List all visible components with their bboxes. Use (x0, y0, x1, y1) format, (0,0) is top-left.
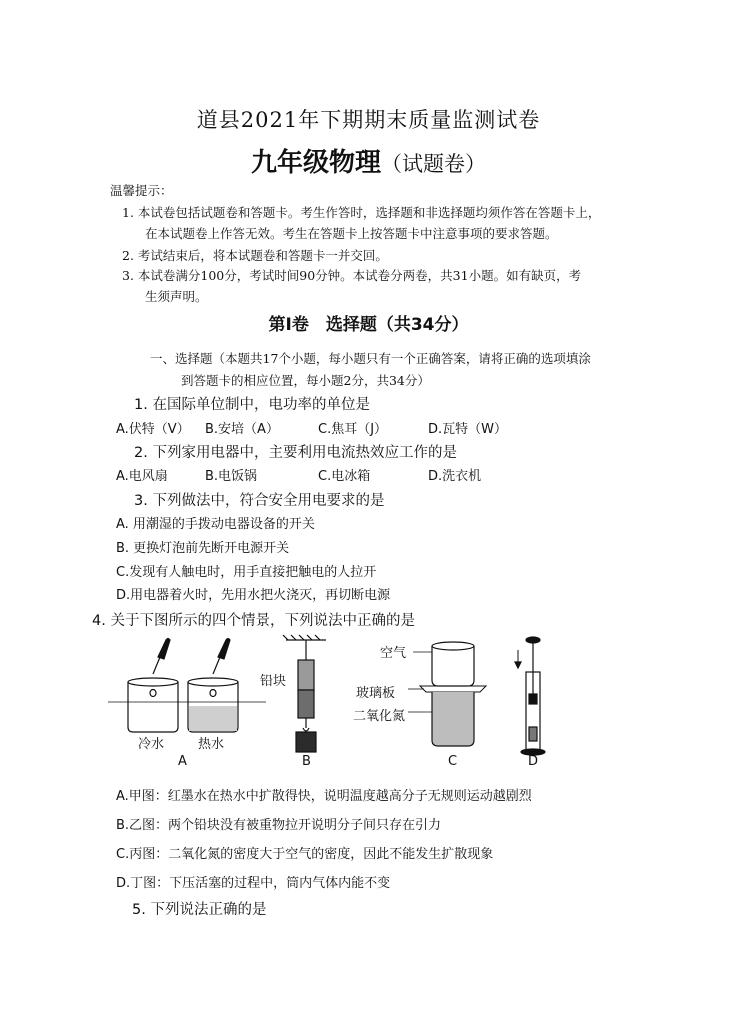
question-1-option-b: B.安培（A） (205, 422, 279, 437)
panel-label-c: C (448, 754, 458, 769)
subject-note: （试题卷） (381, 152, 486, 176)
section-title: 第Ⅰ卷 选择题（共34分） (268, 315, 469, 335)
question-4-option-b: B.乙图：两个铅块没有被重物拉开说明分子间只存在引力 (116, 818, 442, 833)
panel-label-a: A (178, 754, 187, 769)
notice-item-1: 1. 本试卷包括试题卷和答题卡。考生作答时，选择题和非选择题均须作答在答题卡上， (122, 205, 601, 220)
question-1-option-d: D.瓦特（W） (428, 422, 507, 437)
question-1-option-c: C.焦耳（J） (318, 422, 388, 437)
label-lead-block: 铅块 (260, 674, 287, 689)
panel-label-d: D (528, 754, 539, 769)
panel-label-b: B (302, 754, 311, 769)
section-intro-line1: 一、选择题（本题共17个小题，每小题只有一个正确答案，请将正确的选项填涂 (150, 351, 591, 366)
notice-item-3: 3. 本试卷满分100分，考试时间90分钟。本试卷分两卷，共31小题。如有缺页，考 (122, 268, 582, 283)
question-2-option-c: C.电冰箱 (318, 469, 371, 484)
question-1-option-a: A.伏特（V） (116, 422, 190, 437)
question-3-option-a: A. 用潮湿的手拨动电器设备的开关 (116, 517, 315, 532)
question-4-option-a: A.甲图：红墨水在热水中扩散得快，说明温度越高分子无规则运动越剧烈 (116, 789, 532, 804)
experiments-illustration (108, 632, 608, 772)
notice-item-2: 2. 考试结束后，将本试题卷和答题卡一并交回。 (122, 248, 388, 263)
question-4-stem: 4. 关于下图所示的四个情景，下列说法中正确的是 (92, 613, 415, 629)
question-5-stem: 5. 下列说法正确的是 (132, 902, 267, 918)
question-4-option-d: D.丁图：下压活塞的过程中，筒内气体内能不变 (116, 876, 391, 891)
question-2-stem: 2. 下列家用电器中，主要利用电流热效应工作的是 (134, 445, 457, 461)
question-3-option-c: C.发现有人触电时，用手直接把触电的人拉开 (116, 565, 377, 580)
question-3-stem: 3. 下列做法中，符合安全用电要求的是 (134, 493, 385, 509)
section-intro-line2: 到答题卡的相应位置，每小题2分，共34分） (181, 373, 430, 388)
label-cold-water: 冷水 (138, 737, 165, 752)
exam-title: 道县2021年下期期末质量监测试卷 (196, 108, 541, 132)
subject-name: 九年级物理 (250, 148, 381, 178)
subject-title (0, 142, 737, 179)
question-4-option-c: C.丙图：二氧化氮的密度大于空气的密度，因此不能发生扩散现象 (116, 847, 494, 862)
question-2-option-d: D.洗衣机 (428, 469, 482, 484)
label-hot-water: 热水 (198, 737, 225, 752)
notice-item-1-cont: 在本试题卷上作答无效。考生在答题卡上按答题卡中注意事项的要求答题。 (145, 226, 558, 241)
question-2-option-b: B.电饭锅 (205, 469, 258, 484)
question-2-option-a: A.电风扇 (116, 469, 168, 484)
notice-item-3-cont: 生须声明。 (145, 289, 208, 304)
question-1-stem: 1. 在国际单位制中，电功率的单位是 (134, 397, 370, 413)
question-3-option-b: B. 更换灯泡前先断开电源开关 (116, 541, 290, 556)
notice-heading: 温馨提示： (110, 183, 173, 198)
label-glass-plate: 玻璃板 (356, 686, 396, 701)
question-4-figure (108, 632, 608, 772)
label-nitrogen-dioxide: 二氧化氮 (353, 709, 406, 724)
label-air: 空气 (380, 646, 407, 661)
question-3-option-d: D.用电器着火时，先用水把火浇灭，再切断电源 (116, 588, 391, 603)
